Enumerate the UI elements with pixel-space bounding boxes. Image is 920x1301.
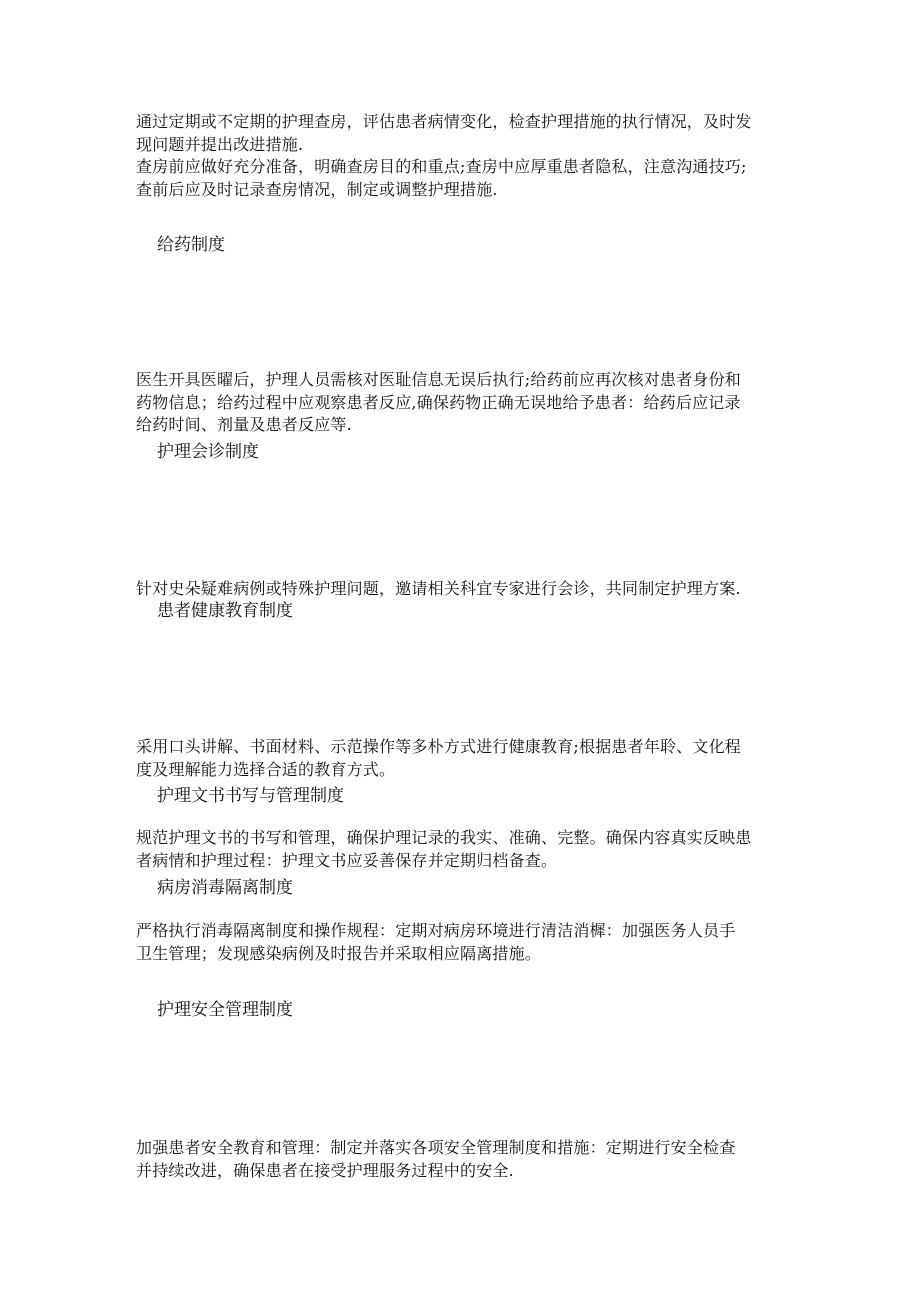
- text-line: 规范护理文书的书写和管理，确保护理记录的我实、准确、完整。确保内容真实反映患: [136, 828, 752, 847]
- text-line: 查房前应做好充分准备，明确查房目的和重点;查房中应厚重患者隐私，注意沟通技巧;: [136, 157, 747, 176]
- text-line: 加强患者安全教育和管理：制定并落实各项安全管理制度和措施：定期进行安全检查: [136, 1138, 736, 1157]
- text-line: 给药时间、剂量及患者反应等.: [136, 415, 352, 434]
- text-line: 针对史朵疑难病例或特殊护理问题，邀请相关科宜专家进行会诊，共同制定护理方案.: [136, 579, 741, 598]
- section-heading-medication: 给药制度: [157, 235, 225, 255]
- section-body-health-education: [136, 736, 776, 781]
- section-body-medication: [136, 369, 776, 437]
- text-line: 严格执行消毒隔离制度和操作规程：定期对病房环境进行清洁消樨：加强医务人员手: [136, 921, 736, 940]
- section-heading-safety: 护理安全管理制度: [157, 1000, 293, 1020]
- text-line: 药物信息；给药过程中应观察患者反应,确保药物正确无误地给予患者：给药后应记录: [136, 392, 741, 412]
- text-line: 者病情和护理过程：护理文书应妥善保存并定期归档备查。: [136, 850, 558, 870]
- text-line: 卫生管理；发现感染病例及时报告并采取相应隔离措施。: [136, 943, 542, 963]
- text-line: 查前后应及时记录查房情况，制定或调整护理措施.: [136, 179, 498, 199]
- section-body-documentation: [136, 827, 776, 872]
- text-line: 通过定期或不定期的护理查房，评估患者病情变化，检查护理措施的执行情况，及时发: [136, 112, 752, 131]
- section-heading-consultation: 护理会诊制度: [157, 442, 259, 462]
- text-line: 采用口头讲解、书面材料、示范操作等多朴方式进行健康教育;根据患者年聆、文化程: [136, 737, 741, 756]
- intro-paragraph: [136, 111, 776, 201]
- text-line: 医生开具医曜后，护理人员需核对医耻信息无误后执行;给药前应再次核对患者身份和: [136, 370, 741, 389]
- section-body-consultation: [136, 578, 776, 601]
- text-line: 并持续改进，确保患者在接受护理服务过程中的安全.: [136, 1160, 514, 1180]
- text-line: 现问题并提出改进措施.: [136, 134, 304, 154]
- text-line: 度及理解能力选择合适的教育方式。: [136, 759, 396, 779]
- section-heading-disinfection: 病房消毒隔离制度: [157, 878, 293, 898]
- section-body-safety: [136, 1137, 776, 1182]
- section-heading-documentation: 护理文书书写与管理制度: [157, 786, 344, 806]
- section-heading-health-education: 患者健康教育制度: [157, 601, 293, 621]
- section-body-disinfection: [136, 920, 776, 965]
